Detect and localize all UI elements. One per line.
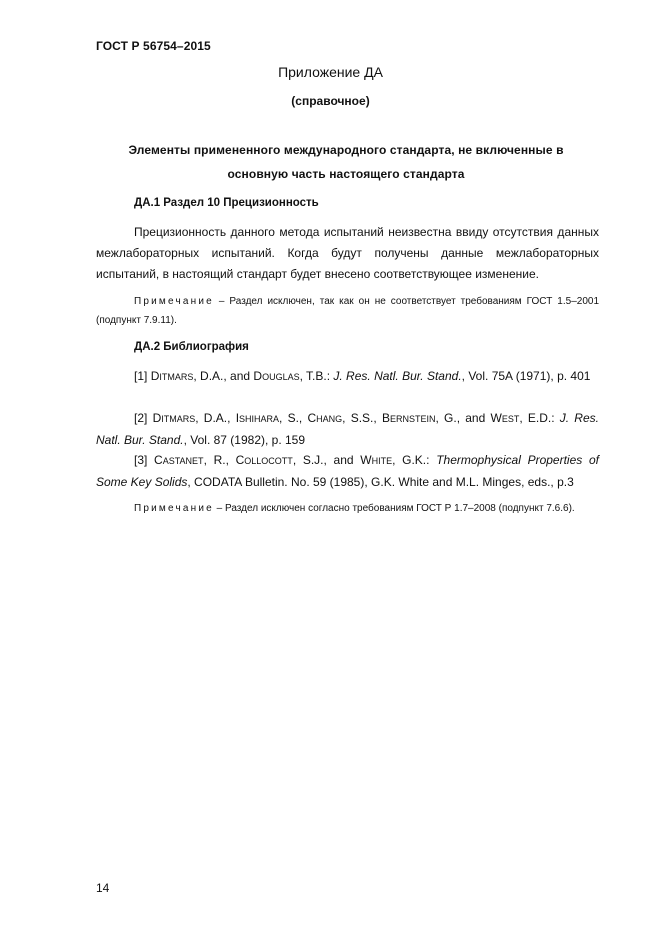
ref-3-author-1-tail: , R., xyxy=(203,453,236,467)
ref-3-tail: , CODATA Bulletin. No. 59 (1985), G.K. White and M.L. Minges, eds., p.3 xyxy=(187,475,574,489)
ref-2-author-5-tail: , E.D.: xyxy=(519,411,560,425)
ref-2-author-4: ERNSTEIN xyxy=(389,414,436,424)
ref-2-author-1-tail: , D.A., xyxy=(195,411,236,425)
annex-title: Приложение ДА xyxy=(278,64,383,80)
da2-note-text: – Раздел исключен согласно требованиям ГОСТ Р 1.7–2008 (подпункт 7.6.6). xyxy=(213,503,575,514)
ref-1-number: [1] xyxy=(134,369,151,383)
ref-1-author-1-tail: , D.A., and xyxy=(193,369,254,383)
ref-2-author-1: ITMARS xyxy=(161,414,196,424)
ref-1-journal: J. Res. Natl. Bur. Stand. xyxy=(333,369,462,383)
da2-note-label: Примечание xyxy=(134,503,214,514)
ref-2-author-4-initial: B xyxy=(381,411,390,425)
ref-2-author-1-initial: D xyxy=(152,411,162,425)
ref-2-number: [2] xyxy=(134,411,153,425)
ref-2-author-3: HANG xyxy=(316,414,343,424)
ref-3-author-1-initial: C xyxy=(154,453,163,467)
da1-heading: ДА.1 Раздел 10 Прецизионность xyxy=(134,197,319,209)
ref-3-author-3: HITE xyxy=(371,456,393,466)
ref-3-title: Thermophysical Properties of Some Key Solids xyxy=(96,453,599,489)
ref-2-author-2-tail: , S., xyxy=(279,411,308,425)
ref-1-author-2-tail: , T.B.: xyxy=(299,369,334,383)
ref-2-author-2-initial: I xyxy=(235,411,240,425)
ref-1-author-2-initial: D xyxy=(253,369,263,383)
ref-3-number: [3] xyxy=(134,453,155,467)
annex-subtitle: (справочное) xyxy=(291,94,370,108)
ref-2-author-5: EST xyxy=(501,414,520,424)
da1-paragraph: Прецизионность данного метода испытаний неизвестна ввиду отсутствия данных межлабораторных испытаний. Когда будут получены данные межлабораторных испытаний, в настоящий стандарт будет внесено соответствующее изменение. xyxy=(96,225,599,281)
ref-3-author-3-tail: , G.K.: xyxy=(392,453,437,467)
document-header: ГОСТ Р 56754–2015 xyxy=(96,39,211,53)
da2-heading: ДА.2 Библиография xyxy=(134,341,249,353)
ref-2-author-2: SHIHARA xyxy=(239,414,280,424)
ref-2-tail: , Vol. 87 (1982), p. 159 xyxy=(183,433,306,447)
ref-2-journal: J. Res. Natl. Bur. Stand. xyxy=(96,411,599,447)
ref-1-author-2: OUGLAS xyxy=(262,372,300,382)
bibliography-ref-3 xyxy=(96,450,599,493)
da1-note-label: Примечание xyxy=(134,296,214,307)
ref-3-author-1: ASTANET xyxy=(162,456,204,466)
ref-1-tail: , Vol. 75A (1971), p. 401 xyxy=(461,369,591,383)
bibliography-ref-1 xyxy=(96,366,599,388)
da2-note xyxy=(96,499,599,518)
ref-3-author-2-tail: , S.J., and xyxy=(292,453,361,467)
ref-2-author-3-initial: C xyxy=(307,411,317,425)
ref-1-author-1: ITMARS xyxy=(159,372,194,382)
section-title xyxy=(96,138,596,186)
da1-note xyxy=(96,292,599,330)
ref-3-author-2: OLLOCOTT xyxy=(244,456,293,466)
ref-2-author-4-tail: , G., and xyxy=(435,411,491,425)
ref-3-author-2-initial: C xyxy=(235,453,245,467)
section-title-line-2: основную часть настоящего стандарта xyxy=(227,167,465,181)
ref-2-author-3-tail: , S.S., xyxy=(342,411,382,425)
ref-2-author-5-initial: W xyxy=(490,411,502,425)
bibliography-ref-2 xyxy=(96,408,599,451)
da1-note-text: – Раздел исключен, так как он не соответствует требованиям ГОСТ 1.5–2001 (подпункт 7.9.11). xyxy=(96,296,599,326)
ref-3-author-3-initial: W xyxy=(360,453,372,467)
page-number: 14 xyxy=(96,881,110,895)
ref-1-author-1-initial: D xyxy=(150,369,160,383)
section-title-line-1: Элементы примененного международного стандарта, не включенные в xyxy=(128,143,564,157)
